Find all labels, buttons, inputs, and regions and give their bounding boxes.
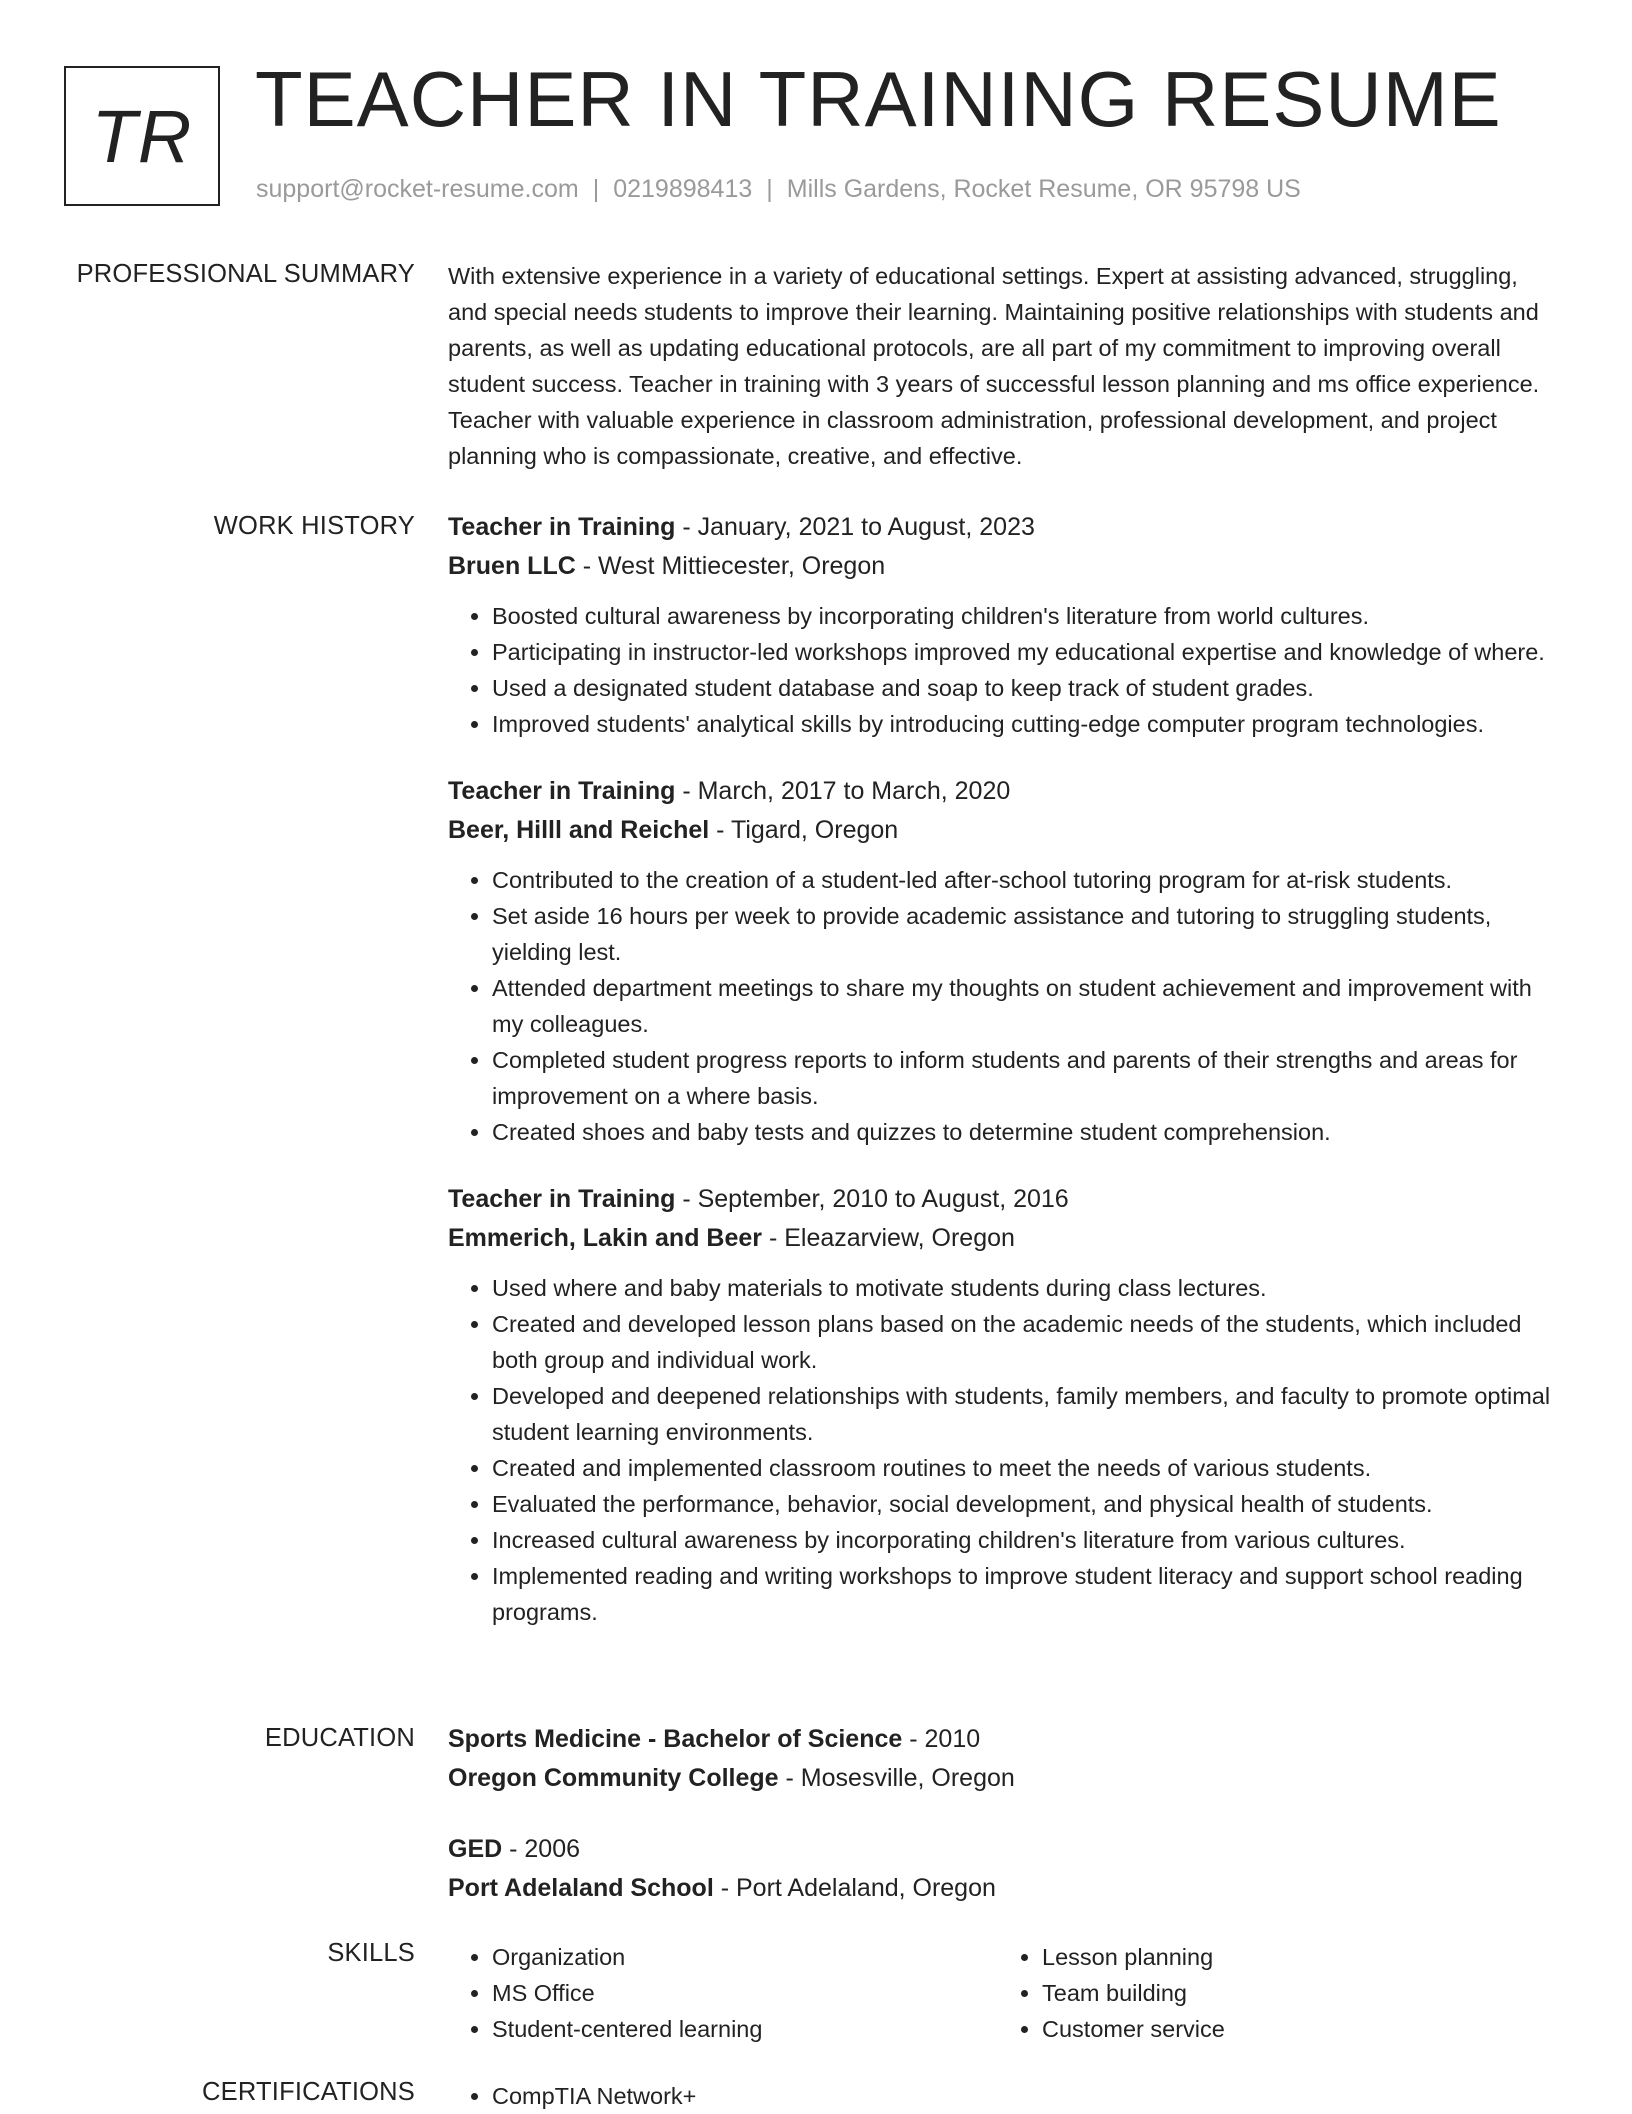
summary-text: With extensive experience in a variety of educational settings. Expert at assisting advanced, struggling, and special needs students to improve their learning. Maintaining positive relationships with students and parents, as well as updating educational protocols, are all part of my commitment to improving overall student success. Teacher in training with 3 years of successful lesson planning and ms office experience. Teacher with valuable experience in classroom administration, professional development, and project planning who is compassionate, creative, and effective. bbox=[448, 263, 1540, 469]
job-bullet: • Participating in instructor-led workshops improved my educational expertise and knowledge of where. bbox=[492, 634, 1560, 670]
resume-title: TEACHER IN TRAINING RESUME bbox=[255, 55, 1502, 143]
education-degree-line bbox=[448, 1830, 1560, 1869]
skill-item: • Team building bbox=[1042, 1975, 1548, 2011]
section-label-certifications: CERTIFICATIONS bbox=[202, 2078, 415, 2106]
job-location: - Tigard, Oregon bbox=[709, 816, 899, 844]
job-entry bbox=[448, 772, 1560, 1150]
skill-item: • Lesson planning bbox=[1042, 1939, 1548, 1975]
job-bullet: • Used a designated student database and soap to keep track of student grades. bbox=[492, 670, 1560, 706]
job-company-line bbox=[448, 1219, 1560, 1258]
job-title-line bbox=[448, 508, 1560, 547]
job-bullets bbox=[448, 598, 1560, 742]
education-school: Oregon Community College bbox=[448, 1764, 779, 1792]
skills-content bbox=[448, 1939, 1560, 2047]
job-dates: - January, 2021 to August, 2023 bbox=[675, 513, 1035, 541]
skills-column-right bbox=[998, 1939, 1548, 2047]
work-content bbox=[448, 508, 1560, 1630]
job-title: Teacher in Training bbox=[448, 1185, 676, 1213]
job-bullet: • Improved students' analytical skills by introducing cutting-edge computer program technologies. bbox=[492, 706, 1560, 742]
education-school-line bbox=[448, 1869, 1560, 1908]
summary-content bbox=[448, 258, 1560, 474]
job-bullet: • Completed student progress reports to inform students and parents of their strengths and areas for improvement on a where basis. bbox=[492, 1042, 1560, 1114]
certification-item: • CompTIA Network+ bbox=[492, 2078, 1560, 2114]
job-dates: - March, 2017 to March, 2020 bbox=[675, 777, 1011, 805]
skill-item: • Organization bbox=[492, 1939, 998, 1975]
job-bullet: • Used where and baby materials to motivate students during class lectures. bbox=[492, 1270, 1560, 1306]
skills-grid bbox=[448, 1939, 1560, 2047]
job-company: Bruen LLC bbox=[448, 552, 576, 580]
section-label-work: WORK HISTORY bbox=[213, 512, 415, 540]
skills-column-left bbox=[448, 1939, 998, 2047]
contact-phone: 0219898413 bbox=[613, 175, 753, 203]
job-bullet: • Created and implemented classroom routines to meet the needs of various students. bbox=[492, 1450, 1560, 1486]
job-title: Teacher in Training bbox=[448, 513, 676, 541]
skill-item: • Student-centered learning bbox=[492, 2011, 998, 2047]
education-degree: GED bbox=[448, 1835, 503, 1863]
education-degree-line bbox=[448, 1720, 1560, 1759]
job-bullet: • Increased cultural awareness by incorporating children's literature from various cultures. bbox=[492, 1522, 1560, 1558]
job-bullet: • Created and developed lesson plans based on the academic needs of the students, which included both group and individual work. bbox=[492, 1306, 1560, 1378]
monogram-logo: TR bbox=[64, 66, 220, 206]
education-location: - Mosesville, Oregon bbox=[778, 1764, 1015, 1792]
job-bullet: • Attended department meetings to share my thoughts on student achievement and improvement with my colleagues. bbox=[492, 970, 1560, 1042]
job-company: Beer, Hilll and Reichel bbox=[448, 816, 710, 844]
education-year: - 2006 bbox=[502, 1835, 581, 1863]
job-bullets bbox=[448, 1270, 1560, 1630]
contact-email[interactable]: support@rocket-resume.com bbox=[256, 175, 579, 203]
job-entry bbox=[448, 508, 1560, 742]
section-label-summary: PROFESSIONAL SUMMARY bbox=[76, 260, 415, 288]
certifications-content bbox=[448, 2078, 1560, 2114]
education-location: - Port Adelaland, Oregon bbox=[713, 1874, 996, 1902]
job-title-line bbox=[448, 1180, 1560, 1219]
education-degree: Sports Medicine - Bachelor of Science bbox=[448, 1725, 903, 1753]
job-company-line bbox=[448, 547, 1560, 586]
job-bullet: • Developed and deepened relationships with students, family members, and faculty to promote optimal student learning environments. bbox=[492, 1378, 1560, 1450]
job-company: Emmerich, Lakin and Beer bbox=[448, 1224, 763, 1252]
education-entry bbox=[448, 1830, 1560, 1908]
job-bullet: • Set aside 16 hours per week to provide academic assistance and tutoring to struggling students, yielding lest. bbox=[492, 898, 1560, 970]
contact-separator: | bbox=[592, 175, 600, 203]
job-entry bbox=[448, 1180, 1560, 1630]
education-content bbox=[448, 1720, 1560, 1908]
job-dates: - September, 2010 to August, 2016 bbox=[675, 1185, 1069, 1213]
job-title: Teacher in Training bbox=[448, 777, 676, 805]
job-bullet: • Evaluated the performance, behavior, social development, and physical health of students. bbox=[492, 1486, 1560, 1522]
contact-address: Mills Gardens, Rocket Resume, OR 95798 US bbox=[786, 175, 1301, 203]
job-bullet: • Contributed to the creation of a student-led after-school tutoring program for at-risk students. bbox=[492, 862, 1560, 898]
contact-line bbox=[256, 175, 1301, 204]
education-entry bbox=[448, 1720, 1560, 1798]
skill-item: • MS Office bbox=[492, 1975, 998, 2011]
education-year: - 2010 bbox=[902, 1725, 981, 1753]
section-label-skills: SKILLS bbox=[327, 1939, 415, 1967]
section-label-education: EDUCATION bbox=[264, 1724, 415, 1752]
job-bullet: • Boosted cultural awareness by incorporating children's literature from world cultures. bbox=[492, 598, 1560, 634]
job-location: - West Mittiecester, Oregon bbox=[575, 552, 886, 580]
job-bullets bbox=[448, 862, 1560, 1150]
contact-separator: | bbox=[766, 175, 773, 203]
job-location: - Eleazarview, Oregon bbox=[762, 1224, 1015, 1252]
skill-item: • Customer service bbox=[1042, 2011, 1548, 2047]
education-school-line bbox=[448, 1759, 1560, 1798]
job-bullet: • Implemented reading and writing workshops to improve student literacy and support school reading programs. bbox=[492, 1558, 1560, 1630]
certifications-list bbox=[448, 2078, 1560, 2114]
job-bullet: • Created shoes and baby tests and quizzes to determine student comprehension. bbox=[492, 1114, 1560, 1150]
job-company-line bbox=[448, 811, 1560, 850]
education-school: Port Adelaland School bbox=[448, 1874, 714, 1902]
job-title-line bbox=[448, 772, 1560, 811]
